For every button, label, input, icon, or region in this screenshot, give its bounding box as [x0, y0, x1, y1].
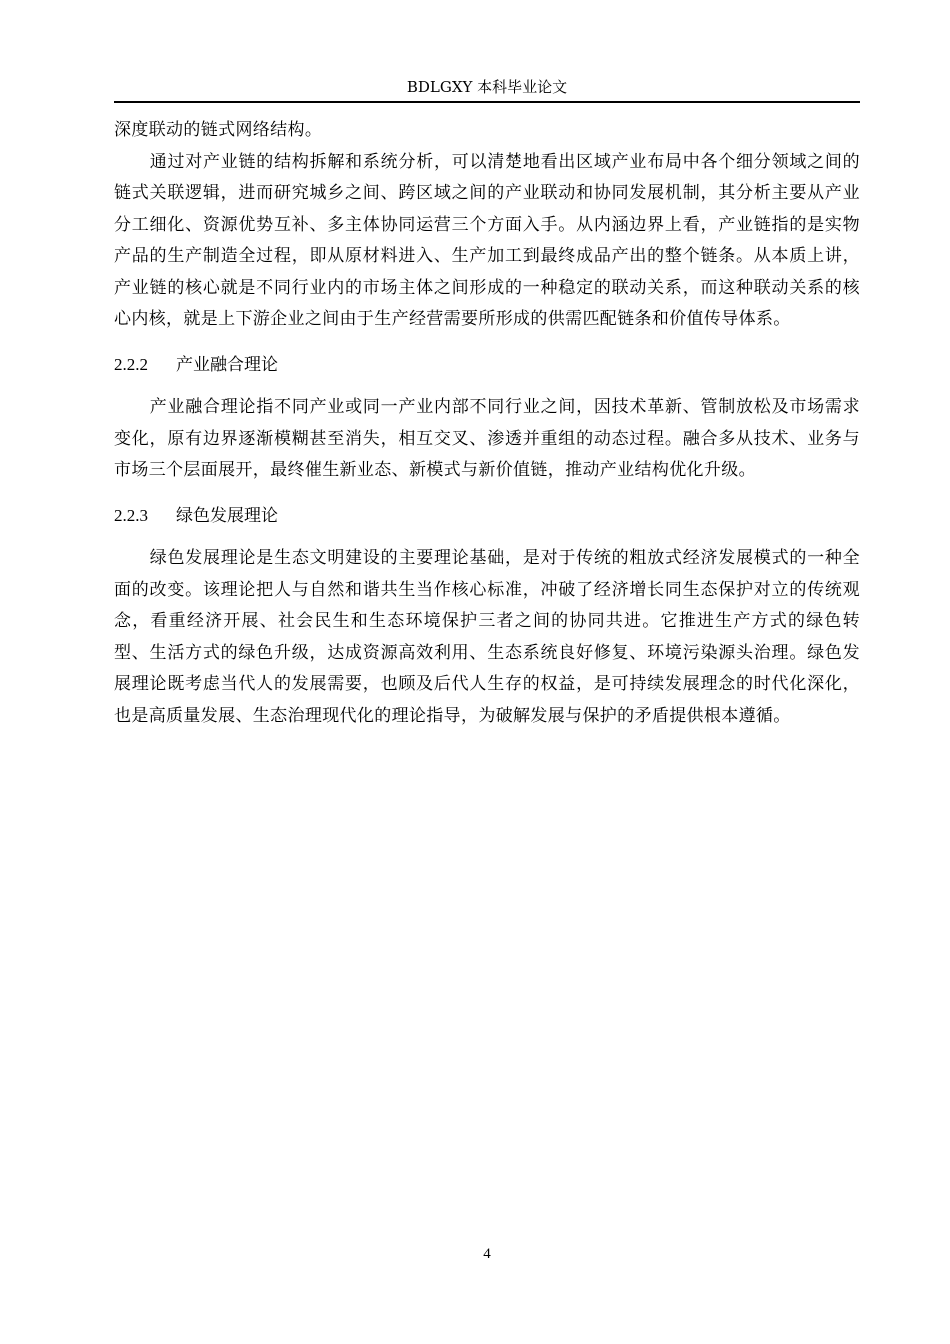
- section-title: 绿色发展理论: [176, 505, 278, 526]
- header-divider: [114, 101, 860, 103]
- page-header-title: BDLGXY 本科毕业论文: [406, 78, 568, 96]
- paragraph-industry-chain: 通过对产业链的结构拆解和系统分析，可以清楚地看出区域产业布局中各个细分领域之间的链式关联逻辑，进而研究城乡之间、跨区域之间的产业联动和协同发展机制，其分析主要从产业分工细化、资源优势互补、多主体协同运营三个方面入手。从内涵边界上看，产业链指的是实物产品的生产制造全过程，即从原材料进入、生产加工到最终成品产出的整个链条。从本质上讲，产业链的核心就是不同行业内的市场主体之间形成的一种稳定的联动关系，而这种联动关系的核心内核，就是上下游企业之间由于生产经营需要所形成的供需匹配链条和价值传导体系。: [114, 151, 860, 329]
- paragraph-industry-convergence: 产业融合理论指不同产业或同一产业内部不同行业之间，因技术革新、管制放松及市场需求变化，原有边界逐渐模糊甚至消失，相互交叉、渗透并重组的动态过程。融合多从技术、业务与市场三个层面展开，最终催生新业态、新模式与新价值链，推动产业结构优化升级。: [114, 397, 860, 480]
- section-heading-2-2-2: [114, 349, 860, 381]
- paragraph-green-development: 绿色发展理论是生态文明建设的主要理论基础，是对于传统的粗放式经济发展模式的一种全面的改变。该理论把人与自然和谐共生当作核心标准，冲破了经济增长同生态保护对立的传统观念，看重经济开展、社会民生和生态环境保护三者之间的协同共进。它推进生产方式的绿色转型、生活方式的绿色升级，达成资源高效利用、生态系统良好修复、环境污染源头治理。绿色发展理论既考虑当代人的发展需要，也顾及后代人生存的权益，是可持续发展理念的时代化深化，也是高质量发展、生态治理现代化的理论指导，为破解发展与保护的矛盾提供根本遵循。: [114, 548, 860, 726]
- section-heading-2-2-3: [114, 500, 860, 532]
- section-number: 2.2.3: [114, 505, 148, 525]
- page-number: 4: [483, 1246, 491, 1262]
- document-body: [114, 115, 860, 732]
- section-title: 产业融合理论: [176, 354, 278, 375]
- paragraph-continuation: 深度联动的链式网络结构。: [114, 120, 323, 140]
- section-number: 2.2.2: [114, 354, 148, 374]
